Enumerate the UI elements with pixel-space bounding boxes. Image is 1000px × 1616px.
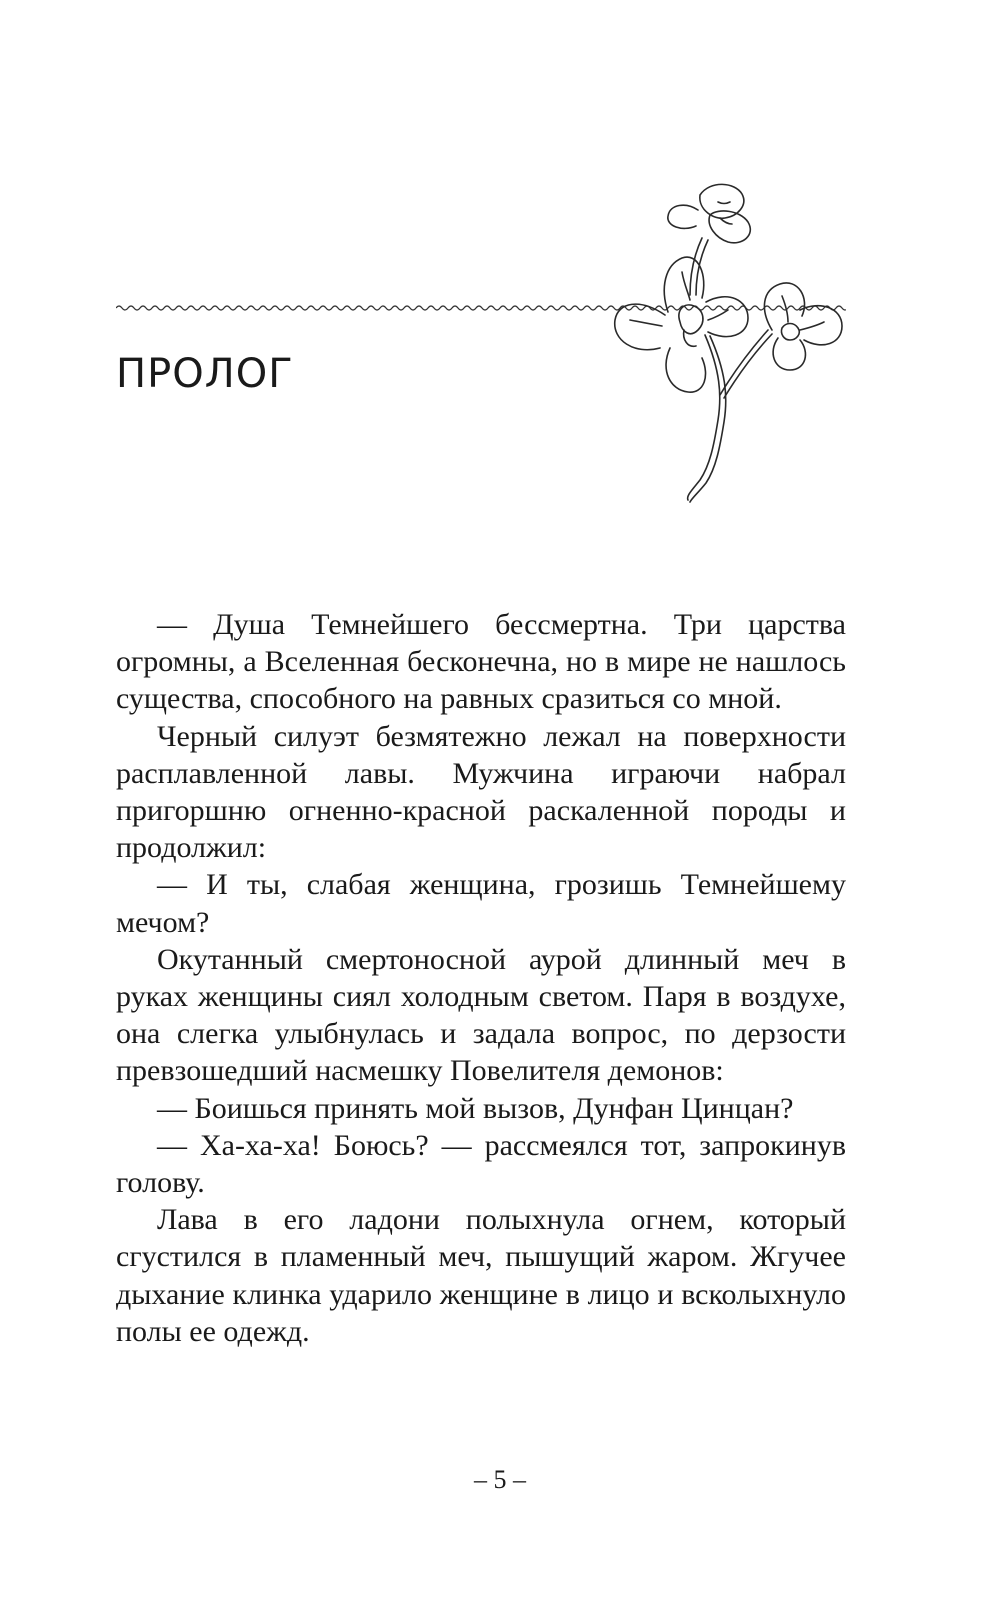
- paragraph: Лава в его ладони полыхнула огнем, который сгустился в пламенный меч, пышущий жаром. Жгучее дыхание клинка ударило женщине в лицо и всколыхнуло полы ее одежд.: [116, 1203, 846, 1348]
- paragraph: Окутанный смертоносной аурой длинный меч в руках женщины сиял холодным светом. Паря в воздухе, она слегка улыбнулась и задала вопрос, по дерзости превзошедший насмешку Повелителя демонов:: [116, 942, 846, 1088]
- paragraph: — И ты, слабая женщина, грозишь Темнейшему мечом?: [116, 868, 846, 939]
- paragraph: Черный силуэт безмятежно лежал на поверхности расплавленной лавы. Мужчина играючи набрал пригоршню огненно-красной раскаленной породы и продолжил:: [116, 719, 846, 865]
- page-number: – 5 –: [474, 1465, 526, 1494]
- orchid-icon: [610, 180, 850, 520]
- chapter-title: ПРОЛОГ: [116, 351, 294, 397]
- body-text: [116, 606, 846, 1350]
- paragraph: — Душа Темнейшего бессмертна. Три царства огромны, а Вселенная бесконечна, но в мире не нашлось существа, способного на равных сразиться со мной.: [116, 608, 846, 716]
- paragraph: — Боишься принять мой вызов, Дунфан Цинцан?: [157, 1091, 794, 1125]
- paragraph: — Ха-ха-ха! Боюсь? — рассмеялся тот, запрокинув голову.: [116, 1128, 846, 1200]
